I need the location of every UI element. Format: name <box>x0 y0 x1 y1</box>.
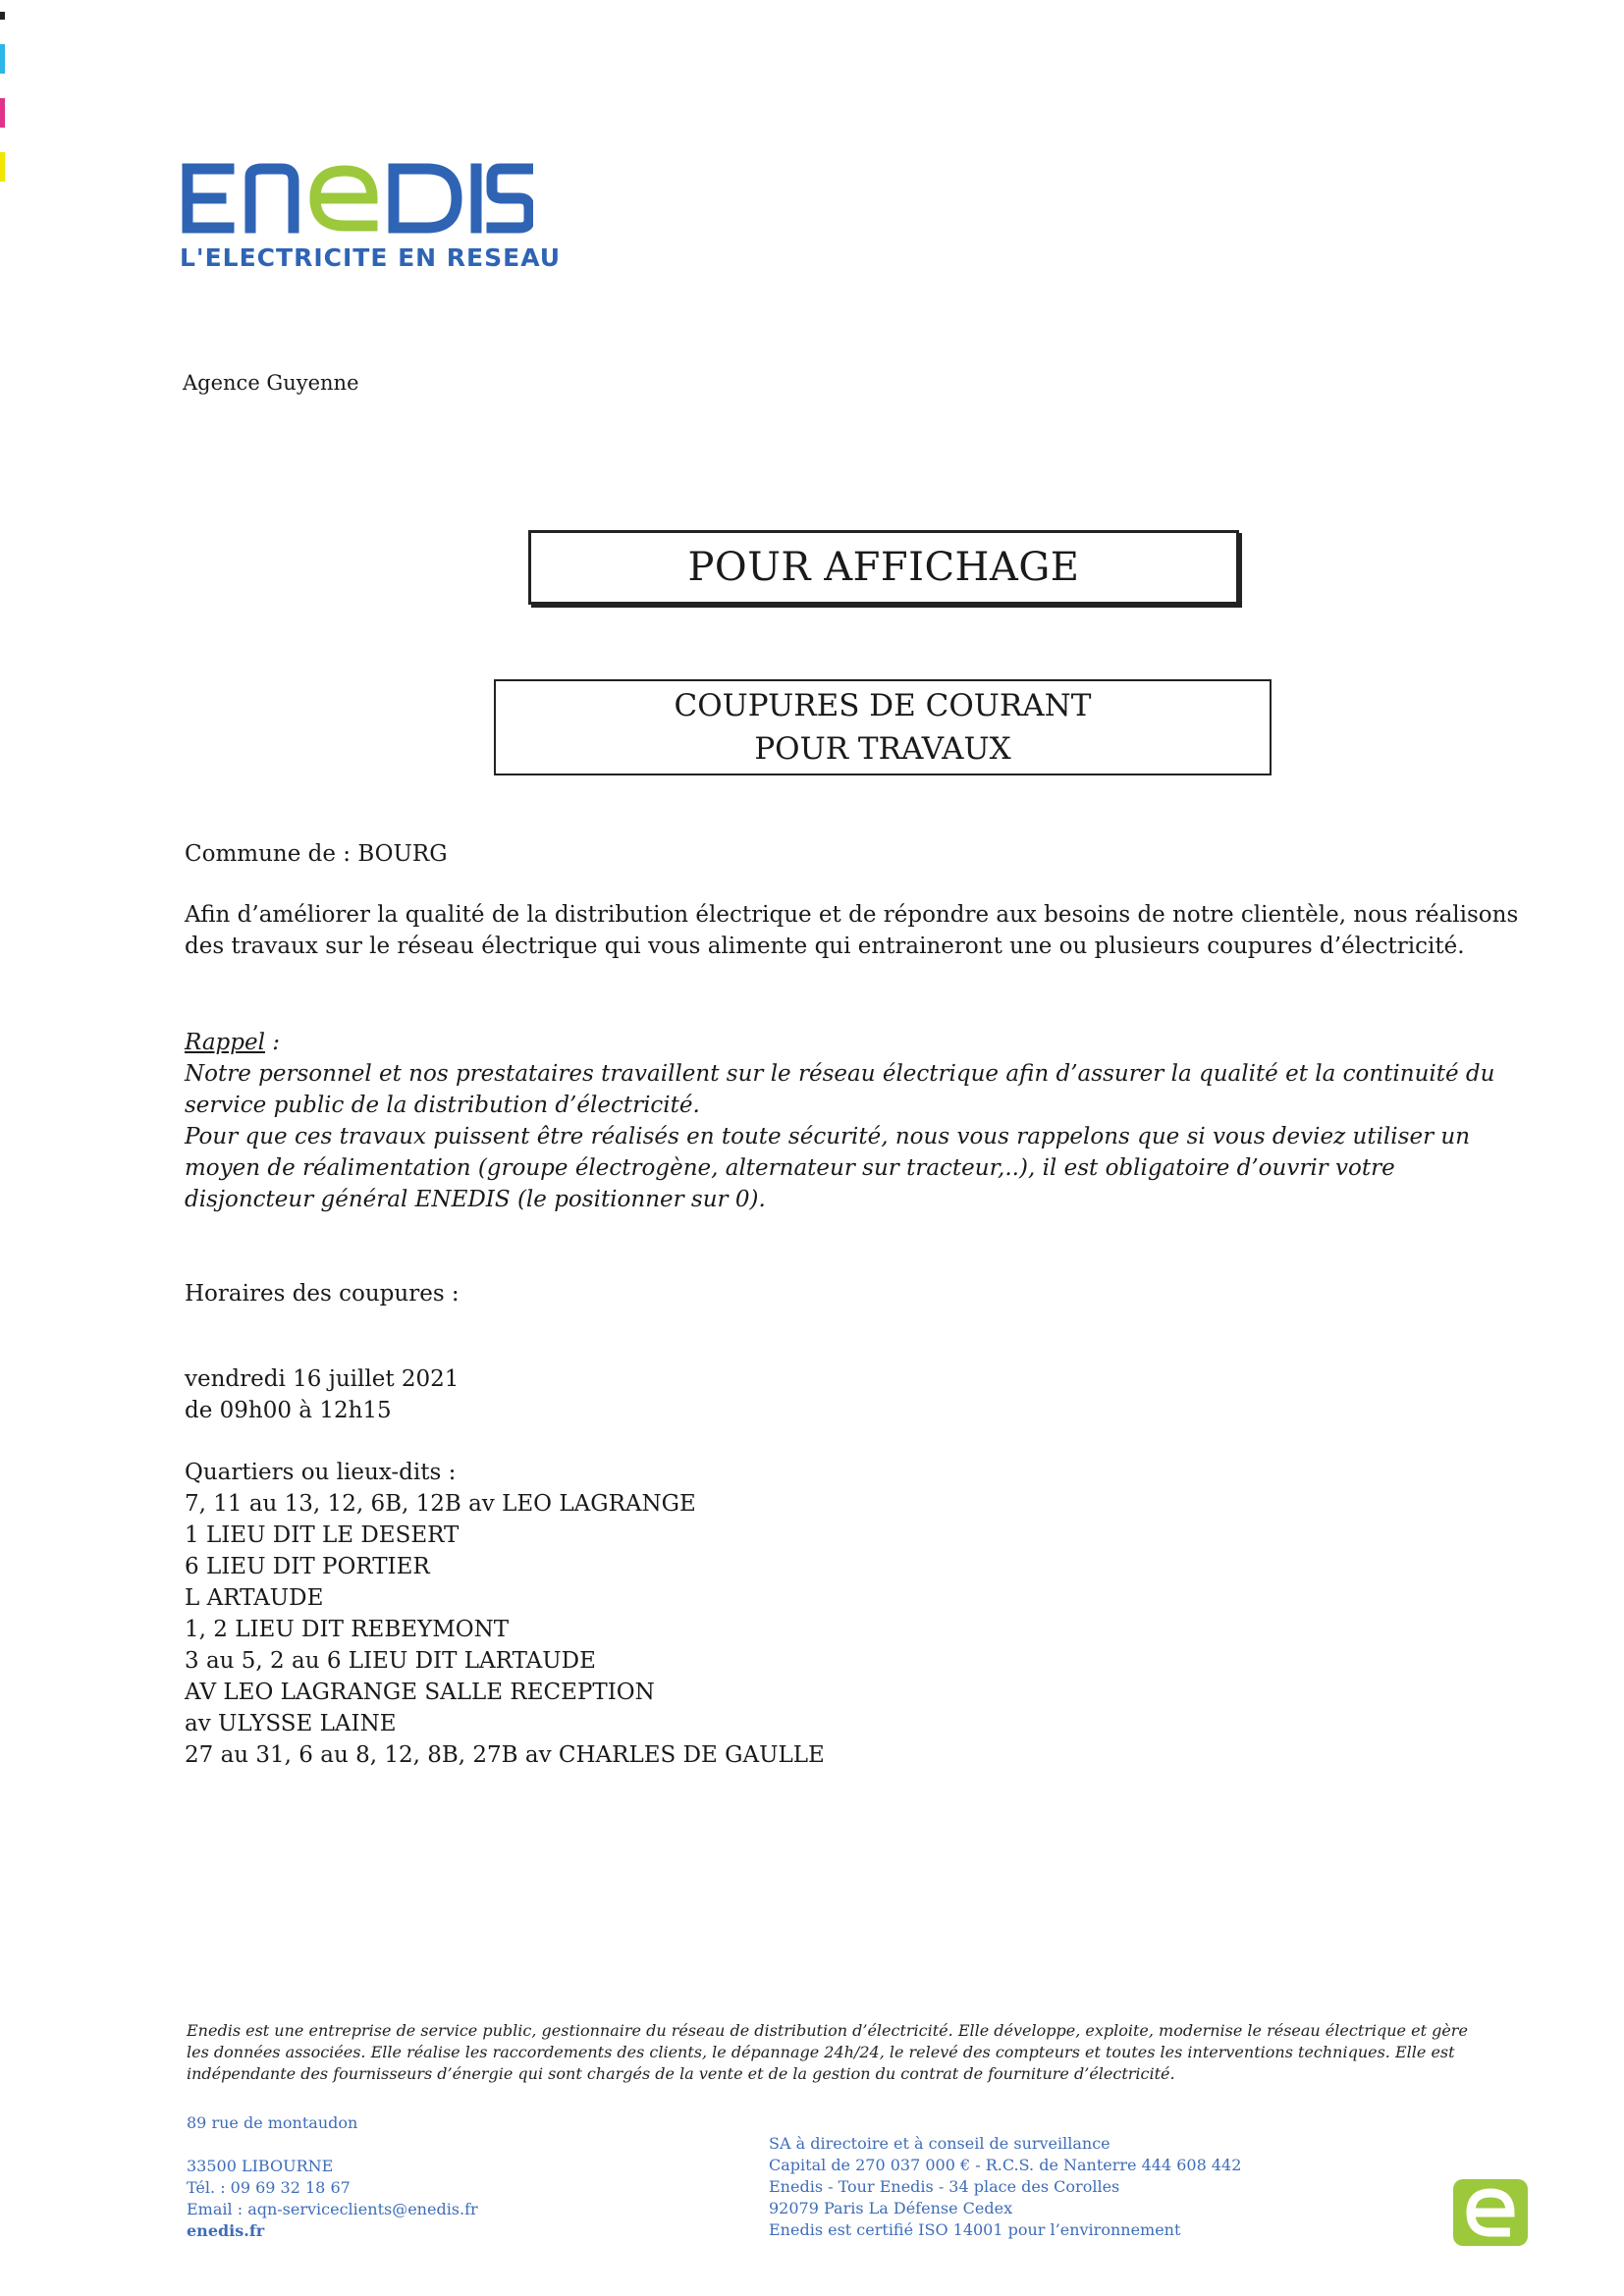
rappel-colon: : <box>264 1030 281 1055</box>
footer-sa-line: 92079 Paris La Défense Cedex <box>769 2199 1013 2217</box>
footer-website[interactable]: enedis.fr <box>187 2221 265 2240</box>
footer-company-info <box>769 2133 1241 2241</box>
footer-sa-line: Enedis - Tour Enedis - 34 place des Corolles <box>769 2177 1120 2196</box>
list-item: AV LEO LAGRANGE SALLE RECEPTION <box>185 1680 655 1705</box>
list-item: 27 au 31, 6 au 8, 12, 8B, 27B av CHARLES DE GAULLE <box>185 1742 825 1768</box>
list-item: 1 LIEU DIT LE DESERT <box>185 1522 460 1548</box>
places-block <box>185 1457 825 1771</box>
schedule-block <box>185 1363 459 1426</box>
footer-contact <box>187 2156 478 2242</box>
outage-date: vendredi 16 juillet 2021 <box>185 1366 460 1392</box>
footer-phone: Tél. : 09 69 32 18 67 <box>187 2178 351 2197</box>
list-item: 1, 2 LIEU DIT REBEYMONT <box>185 1617 510 1642</box>
rappel-paragraph-1: Notre personnel et nos prestataires travaillent sur le réseau électrique afin d’assurer la qualité et la continuité du service public de la distribution d’électricité. <box>185 1061 1495 1118</box>
notice-title-box <box>528 530 1239 605</box>
notice-title: POUR AFFICHAGE <box>687 545 1080 590</box>
rappel-paragraph-2: Pour que ces travaux puissent être réalisés en toute sécurité, nous vous rappelons que si vous deviez utiliser un moyen de réalimentation (groupe électrogène, alternateur sur tracteur,..), il est obligatoire d’ouvrir votre disjoncteur général ENEDIS (le positionner sur 0). <box>185 1124 1471 1212</box>
notice-subtitle-line2: POUR TRAVAUX <box>754 731 1011 767</box>
registration-mark-black <box>0 12 5 20</box>
rappel-heading <box>185 1027 1530 1058</box>
intro-paragraph: Afin d’améliorer la qualité de la distribution électrique et de répondre aux besoins de notre clientèle, nous réalisons des travaux sur le réseau électrique qui vous alimente qui entraineront une ou plusieurs coupures d’électricité. <box>185 902 1519 959</box>
commune: Commune de : BOURG <box>185 841 448 867</box>
agency-name: Agence Guyenne <box>183 371 359 395</box>
notice-subtitle-line1: COUPURES DE COURANT <box>674 688 1092 723</box>
list-item: 6 LIEU DIT PORTIER <box>185 1554 430 1579</box>
footer-email[interactable]: Email : aqn-serviceclients@enedis.fr <box>187 2200 478 2218</box>
footer-address-city: 33500 LIBOURNE <box>187 2157 334 2175</box>
list-item: L ARTAUDE <box>185 1585 324 1611</box>
rappel-block <box>185 1027 1530 1215</box>
enedis-logo <box>180 159 533 238</box>
registration-mark-cyan <box>0 44 5 74</box>
schedule-label: Horaires des coupures : <box>185 1281 460 1307</box>
registration-mark-yellow <box>0 152 5 182</box>
places-label: Quartiers ou lieux-dits : <box>185 1460 457 1485</box>
logo-tagline: L'ELECTRICITE EN RESEAU <box>180 243 562 272</box>
notice-subtitle-box <box>494 679 1272 775</box>
list-item: av ULYSSE LAINE <box>185 1711 397 1736</box>
outage-time: de 09h00 à 12h15 <box>185 1398 392 1423</box>
rappel-title: Rappel <box>185 1030 265 1055</box>
registration-mark-magenta <box>0 98 5 128</box>
list-item: 7, 11 au 13, 12, 6B, 12B av LEO LAGRANGE <box>185 1491 696 1517</box>
footer-sa-line: SA à directoire et à conseil de surveillance <box>769 2134 1110 2153</box>
footer-address-street: 89 rue de montaudon <box>187 2113 358 2132</box>
footer-sa-line: Enedis est certifié ISO 14001 pour l’environnement <box>769 2220 1181 2239</box>
enedis-e-logo-icon <box>1453 2179 1528 2246</box>
footer-legal-text: Enedis est une entreprise de service public, gestionnaire du réseau de distribution d’électricité. Elle développe, exploite, modernise le réseau électrique et gère les données associées. Elle réalise les raccordements des clients, le dépannage 24h/24, le relevé des compteurs et toutes les interventions techniques. Elle est indépendante des fournisseurs d’énergie qui sont chargés de la vente et de la gestion du contrat de fourniture d’électricité. <box>187 2021 1468 2083</box>
footer-sa-line: Capital de 270 037 000 € - R.C.S. de Nanterre 444 608 442 <box>769 2156 1242 2174</box>
list-item: 3 au 5, 2 au 6 LIEU DIT LARTAUDE <box>185 1648 596 1674</box>
